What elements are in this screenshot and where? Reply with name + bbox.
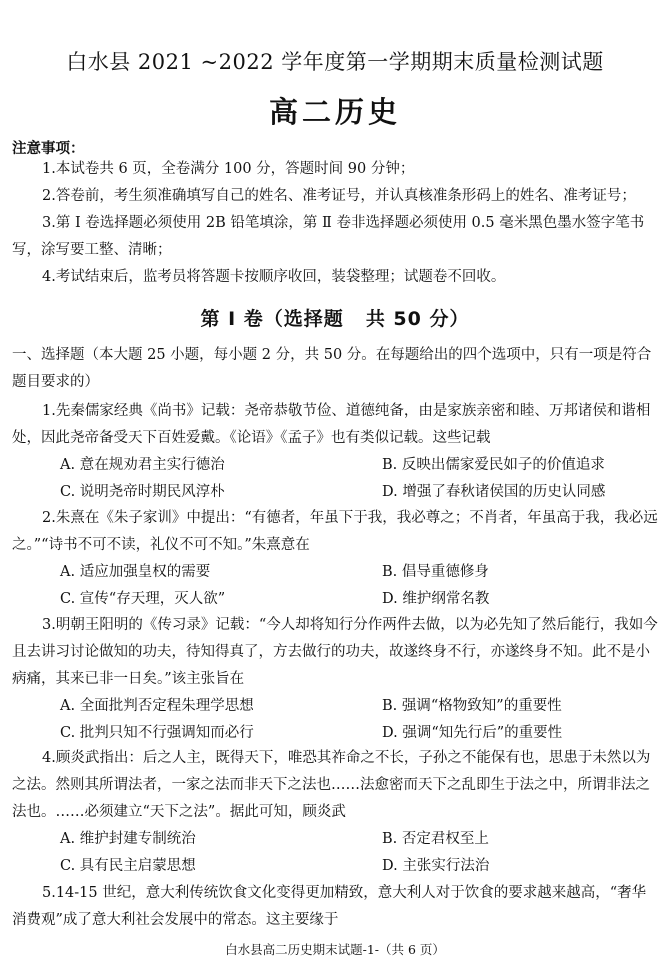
option-d: D. 强调“知先行后”的重要性 [382, 725, 563, 741]
option-b: B. 强调“格物致知”的重要性 [382, 698, 562, 714]
section-title-right: 共 50 分） [365, 308, 470, 330]
option-a: A. 维护封建专制统治 [60, 831, 196, 847]
section-instruction: 一、选择题（本大题 25 小题，每小题 2 分，共 50 分。在每题给出的四个选项中，只有一项是符合题目要求的） [12, 347, 652, 390]
option-a: A. 意在规劝君主实行德治 [60, 457, 225, 473]
exam-title: 白水县 2021 ~2022 学年度第一学期期末质量检测试题 [66, 50, 604, 74]
option-c: C. 说明尧帝时期民风淳朴 [60, 484, 225, 500]
notice-item-3: 3.第 Ⅰ 卷选择题必须使用 2B 铅笔填涂，第 Ⅱ 卷非选择题必须使用 0.5 毫米黑色墨水签字笔书写，涂写要工整、清晰； [12, 215, 645, 258]
option-c: C. 批判只知不行强调知而必行 [60, 725, 254, 741]
question-stem: 4.顾炎武指出：后之人主，既得天下，唯恐其祚命之不长，子孙之不能保有也，思患于未然以为之法。然则其所谓法者，一家之法而非天下之法也……法愈密而天下之乱即生于法之中，所谓非法之法也。……必须建立“天下之法”。据此可知，顾炎武 [12, 750, 651, 820]
notice-item-4: 4.考试结束后，监考员将答题卡按顺序收回，装袋整理；试题卷不回收。 [42, 269, 506, 285]
section-title-left: 第 Ⅰ 卷（选择题 [200, 308, 344, 330]
question-options [12, 693, 660, 747]
question-options [12, 452, 660, 506]
notice-title: 注意事项： [12, 141, 85, 157]
option-a: A. 全面批判否定程朱理学思想 [60, 698, 254, 714]
notice-item-1: 1.本试卷共 6 页，全卷满分 100 分，答题时间 90 分钟； [42, 161, 415, 177]
question-options [12, 559, 660, 613]
option-c: C. 宣传“存天理，灭人欲” [60, 591, 226, 607]
option-b: B. 倡导重德修身 [382, 564, 489, 580]
option-d: D. 主张实行法治 [382, 858, 490, 874]
subject-title: 高二历史 [268, 95, 401, 129]
question-stem: 2.朱熹在《朱子家训》中提出：“有德者，年虽下于我，我必尊之；不肖者，年虽高于我，我必远之。”“诗书不可不读，礼仪不可不知。”朱熹意在 [12, 510, 658, 553]
question-5 [12, 880, 660, 934]
question-4 [12, 745, 660, 880]
question-1 [12, 398, 660, 506]
page-footer: 白水县高二历史期末试题-1-（共 6 页） [225, 942, 445, 957]
option-b: B. 否定君权至上 [382, 831, 489, 847]
option-d: D. 维护纲常名教 [382, 591, 490, 607]
section-title [0, 304, 670, 331]
option-c: C. 具有民主启蒙思想 [60, 858, 196, 874]
question-3 [12, 612, 660, 747]
question-stem: 3.明朝王阳明的《传习录》记载：“今人却将知行分作两件去做，以为必先知了然后能行，我如今且去讲习讨论做知的功夫，待知得真了，方去做行的功夫，故遂终身不行，亦遂终身不知。此不是小病痛，其来已非一日矣。”该主张旨在 [12, 617, 658, 687]
question-2 [12, 505, 660, 613]
option-a: A. 适应加强皇权的需要 [60, 564, 211, 580]
option-d: D. 增强了春秋诸侯国的历史认同感 [382, 484, 606, 500]
question-stem: 1.先秦儒家经典《尚书》记载：尧帝恭敬节俭、道德纯备，由是家族亲密和睦、万邦诸侯和谐相处，因此尧帝备受天下百姓爱戴。《论语》《孟子》也有类似记载。这些记载 [12, 403, 651, 446]
question-stem: 5.14-15 世纪，意大利传统饮食文化变得更加精致，意大利人对于饮食的要求越来越高，“奢华消费观”成了意大利社会发展中的常态。这主要缘于 [12, 885, 647, 928]
notice-item-2: 2.答卷前，考生须准确填写自己的姓名、准考证号，并认真核准条形码上的姓名、准考证号； [42, 188, 636, 204]
question-options [12, 826, 660, 880]
option-b: B. 反映出儒家爱民如子的价值追求 [382, 457, 605, 473]
